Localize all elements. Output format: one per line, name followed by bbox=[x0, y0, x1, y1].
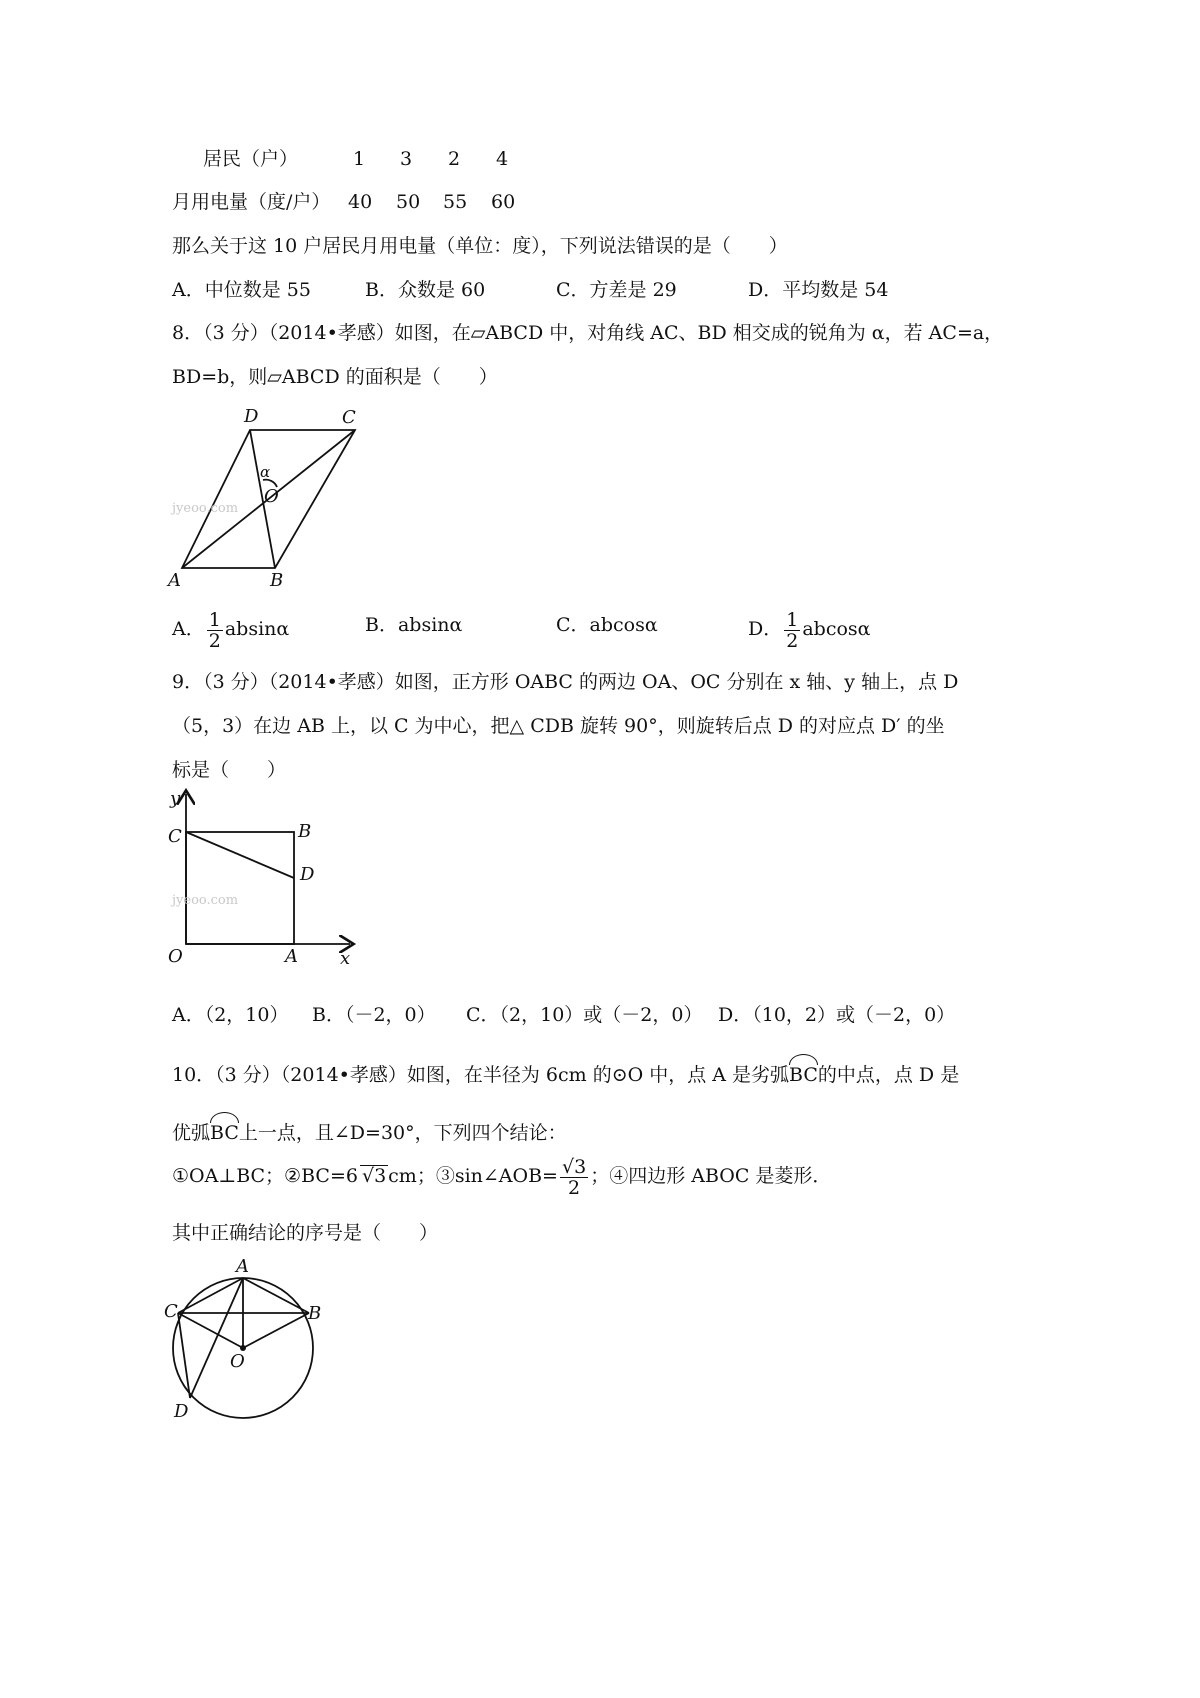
q8-label-a: A bbox=[168, 570, 181, 591]
q7-stem: 那么关于这 10 户居民月用电量（单位：度），下列说法错误的是（ ） bbox=[172, 235, 788, 257]
q8-option-a-text: absinα bbox=[224, 618, 290, 640]
q9-option-a: A．（2，10） bbox=[172, 1004, 289, 1026]
q10-line1-b: 的中点，点 D 是 bbox=[817, 1064, 960, 1086]
q10-sqrt: √3 bbox=[361, 1165, 387, 1187]
table-row1-value: 4 bbox=[496, 148, 509, 170]
q10-arc-bc: BC bbox=[789, 1056, 818, 1090]
q8-label-o: O bbox=[264, 486, 279, 507]
q9-stem-line1: 9．（3 分）（2014•孝感）如图，正方形 OABC 的两边 OA、OC 分别在 x 轴、y 轴上，点 D bbox=[172, 671, 959, 693]
q8-option-d-prefix: D． bbox=[748, 618, 783, 640]
q9-square-figure bbox=[160, 782, 370, 972]
q8-option-d-text: abcosα bbox=[802, 618, 871, 640]
q10-line3-c: ；④四边形 ABOC 是菱形． bbox=[590, 1165, 832, 1187]
q8-option-d bbox=[748, 605, 870, 653]
q10-line3-a: ①OA⊥BC；②BC=6 bbox=[172, 1165, 358, 1187]
q10-fraction bbox=[560, 1157, 588, 1198]
q10-line3-b: cm；③sin∠AOB= bbox=[388, 1165, 558, 1187]
q10-label-b: B bbox=[308, 1303, 322, 1324]
table-row2-value: 60 bbox=[491, 191, 516, 213]
q10-stem-line3 bbox=[172, 1152, 831, 1200]
q10-label-a: A bbox=[236, 1256, 249, 1277]
q7-option-d: D．平均数是 54 bbox=[748, 279, 889, 301]
table-row1-value: 2 bbox=[448, 148, 461, 170]
q7-option-c: C．方差是 29 bbox=[556, 279, 677, 301]
q10-line2-b: 上一点，且∠D=30°，下列四个结论： bbox=[238, 1122, 567, 1144]
table-row1-label: 居民（户） bbox=[203, 148, 299, 170]
q8-label-b: B bbox=[270, 570, 284, 591]
q9-label-y: y bbox=[170, 788, 181, 809]
q8-label-d: D bbox=[244, 406, 259, 427]
q10-fraction-numerator-value: 3 bbox=[574, 1155, 587, 1178]
q8-stem-line1: 8．（3 分）（2014•孝感）如图，在▱ABCD 中，对角线 AC、BD 相交成的锐角为 α，若 AC=a， bbox=[172, 322, 1004, 344]
q8-option-a-denominator: 2 bbox=[208, 629, 221, 652]
q8-option-a-fraction bbox=[207, 610, 223, 651]
table-row1-value: 1 bbox=[353, 148, 366, 170]
q10-label-o: O bbox=[230, 1351, 245, 1372]
q8-label-c: C bbox=[342, 407, 356, 428]
q9-watermark: jyeoo.com bbox=[172, 893, 239, 908]
q9-option-d: D．（10，2）或（－2，0） bbox=[718, 1004, 956, 1026]
q10-stem-line2 bbox=[172, 1114, 567, 1148]
table-row2-value: 55 bbox=[443, 191, 468, 213]
q8-parallelogram-figure bbox=[160, 400, 380, 595]
q10-arc-bc-major: BC bbox=[210, 1114, 239, 1148]
q10-line1-a: 10．（3 分）（2014•孝感）如图，在半径为 6cm 的⊙O 中，点 A 是劣弧 bbox=[172, 1064, 790, 1086]
q9-option-b: B．（－2，0） bbox=[312, 1004, 436, 1026]
q10-stem-line1 bbox=[172, 1056, 959, 1090]
q7-option-a: A．中位数是 55 bbox=[172, 279, 311, 301]
q10-sqrt-value: 3 bbox=[374, 1165, 387, 1187]
q8-option-a-prefix: A． bbox=[172, 618, 205, 640]
q8-option-a-numerator: 1 bbox=[208, 608, 221, 631]
q8-option-c: C．abcosα bbox=[556, 614, 658, 636]
q9-label-x: x bbox=[340, 948, 351, 969]
q7-option-b: B．众数是 60 bbox=[365, 279, 486, 301]
q10-fraction-denominator: 2 bbox=[568, 1176, 581, 1199]
q9-label-c: C bbox=[168, 826, 182, 847]
q10-fraction-numerator: √3 bbox=[561, 1155, 587, 1178]
q8-option-b: B．absinα bbox=[365, 614, 463, 636]
q8-label-alpha: α bbox=[260, 463, 271, 481]
q8-option-d-fraction bbox=[784, 610, 800, 651]
q10-label-c: C bbox=[164, 1301, 178, 1322]
q9-stem-line2: （5，3）在边 AB 上，以 C 为中心，把△ CDB 旋转 90°，则旋转后点 D 的对应点 D′ 的坐 bbox=[172, 715, 945, 737]
q8-option-a bbox=[172, 605, 289, 653]
q9-label-a: A bbox=[285, 946, 298, 967]
q9-stem-line3: 标是（ ） bbox=[172, 759, 287, 781]
q9-option-c: C．（2，10）或（－2，0） bbox=[466, 1004, 703, 1026]
q9-label-b: B bbox=[298, 821, 312, 842]
q9-label-d: D bbox=[300, 864, 315, 885]
q8-stem-line2: BD=b，则▱ABCD 的面积是（ ） bbox=[172, 366, 498, 388]
q9-label-o: O bbox=[168, 946, 183, 967]
q10-stem-line4: 其中正确结论的序号是（ ） bbox=[172, 1222, 439, 1244]
table-row2-value: 50 bbox=[396, 191, 421, 213]
q8-option-d-numerator: 1 bbox=[786, 608, 799, 631]
q8-option-d-denominator: 2 bbox=[786, 629, 799, 652]
table-row2-label: 月用电量（度/户） bbox=[172, 191, 331, 213]
table-row1-value: 3 bbox=[400, 148, 413, 170]
q8-watermark: jyeoo.com bbox=[172, 501, 239, 516]
q10-label-d: D bbox=[174, 1401, 189, 1422]
q10-line2-a: 优弧 bbox=[172, 1122, 211, 1144]
q10-circle-figure bbox=[160, 1255, 340, 1435]
table-row2-value: 40 bbox=[348, 191, 373, 213]
